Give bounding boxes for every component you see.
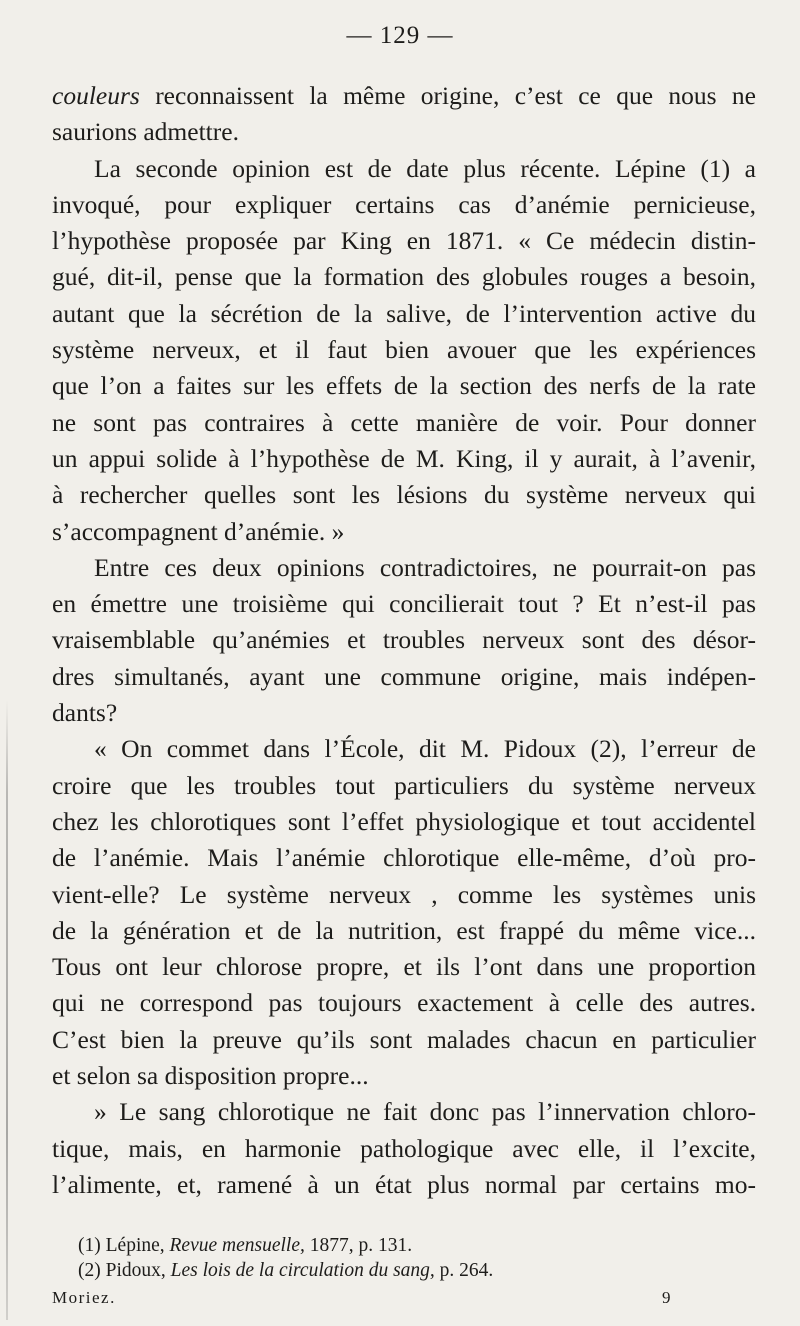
text-line: dres simultanés, ayant une commune origine, mais indépen-: [52, 661, 756, 691]
text-line: Tous ont leur chlorose propre, et ils l’ont dans une proportion: [52, 952, 756, 982]
footnote-title: Revue mensuelle,: [169, 1235, 305, 1256]
text-line: de la génération et de la nutrition, est frappé du même vice...: [52, 915, 756, 945]
text-line: saurions admettre.: [52, 117, 239, 147]
text-line: et selon sa disposition propre...: [52, 1061, 369, 1091]
signature-name: Moriez.: [52, 1288, 116, 1307]
text-line: autant que la sécrétion de la salive, de l’intervention active du: [52, 298, 756, 328]
text-line: de l’anémie. Mais l’anémie chlorotique elle-même, d’où pro-: [52, 843, 756, 873]
text-line: l’hypothèse proposée par King en 1871. « Ce médecin distin-: [52, 226, 756, 256]
text-line: tique, mais, en harmonie pathologique avec elle, il l’excite,: [52, 1133, 756, 1163]
text-line: C’est bien la preuve qu’ils sont malades chacun en particulier: [52, 1024, 756, 1054]
signature-sheet: 9: [662, 1288, 672, 1307]
text-line: croire que les troubles tout particuliers du système nerveux: [52, 770, 756, 800]
footnote-author: Lépine,: [105, 1235, 165, 1256]
text-line: Entre ces deux opinions contradictoires, ne pourrait-on pas: [94, 552, 756, 582]
text-line: invoqué, pour expliquer certains cas d’anémie pernicieuse,: [52, 189, 756, 219]
text-line: [52, 78, 756, 114]
page-number: — 129 —: [346, 22, 454, 49]
text-line: l’alimente, et, ramené à un état plus normal par certains mo-: [52, 1169, 756, 1199]
footnote-mark: (2): [78, 1260, 101, 1281]
line-text: reconnaissent la même origine, c’est ce que nous ne: [139, 81, 756, 110]
text-line: vient-elle? Le système nerveux , comme les systèmes unis: [52, 879, 756, 909]
text-line: chez les chlorotiques sont l’effet physiologique et tout accidentel: [52, 806, 756, 836]
text-line: vraisemblable qu’anémies et troubles nerveux sont des désor-: [52, 625, 756, 655]
text-line: système nerveux, et il faut bien avouer que les expériences: [52, 335, 756, 365]
italic-word: couleurs: [52, 81, 140, 110]
footnote-ref: p. 264.: [439, 1260, 494, 1281]
page-edge-shadow: [6, 700, 8, 1320]
printer-signature: [52, 1285, 672, 1310]
text-line: « On commet dans l’École, dit M. Pidoux (2), l’erreur de: [94, 734, 756, 764]
text-line: s’accompagnent d’anémie. »: [52, 516, 345, 546]
text-line: ne sont pas contraires à cette manière de voir. Pour donner: [52, 407, 756, 437]
text-line: dants?: [52, 698, 118, 728]
footnote-author: Pidoux,: [105, 1260, 166, 1281]
text-line: à rechercher quelles sont les lésions du système nerveux qui: [52, 480, 756, 510]
text-line: qui ne correspond pas toujours exactement à celle des autres.: [52, 988, 756, 1018]
text-line: que l’on a faites sur les effets de la section des nerfs de la rate: [52, 371, 756, 401]
text-line: La seconde opinion est de date plus récente. Lépine (1) a: [94, 153, 756, 183]
footnote-mark: (1): [78, 1235, 101, 1256]
footnotes: [52, 1233, 756, 1310]
text-line: gué, dit-il, pense que la formation des globules rouges a besoin,: [52, 262, 756, 292]
text-line: un appui solide à l’hypothèse de M. King, il y aurait, à l’avenir,: [52, 443, 756, 473]
footnote: [52, 1233, 756, 1258]
body-text: [52, 78, 756, 1203]
footnote-ref: 1877, p. 131.: [309, 1235, 413, 1256]
footnote-title: Les lois de la circulation du sang,: [170, 1260, 435, 1281]
footnote: [52, 1258, 756, 1283]
text-line: » Le sang chlorotique ne fait donc pas l’innervation chloro-: [94, 1097, 756, 1127]
text-line: en émettre une troisième qui concilierait tout ? Et n’est-il pas: [52, 589, 756, 619]
